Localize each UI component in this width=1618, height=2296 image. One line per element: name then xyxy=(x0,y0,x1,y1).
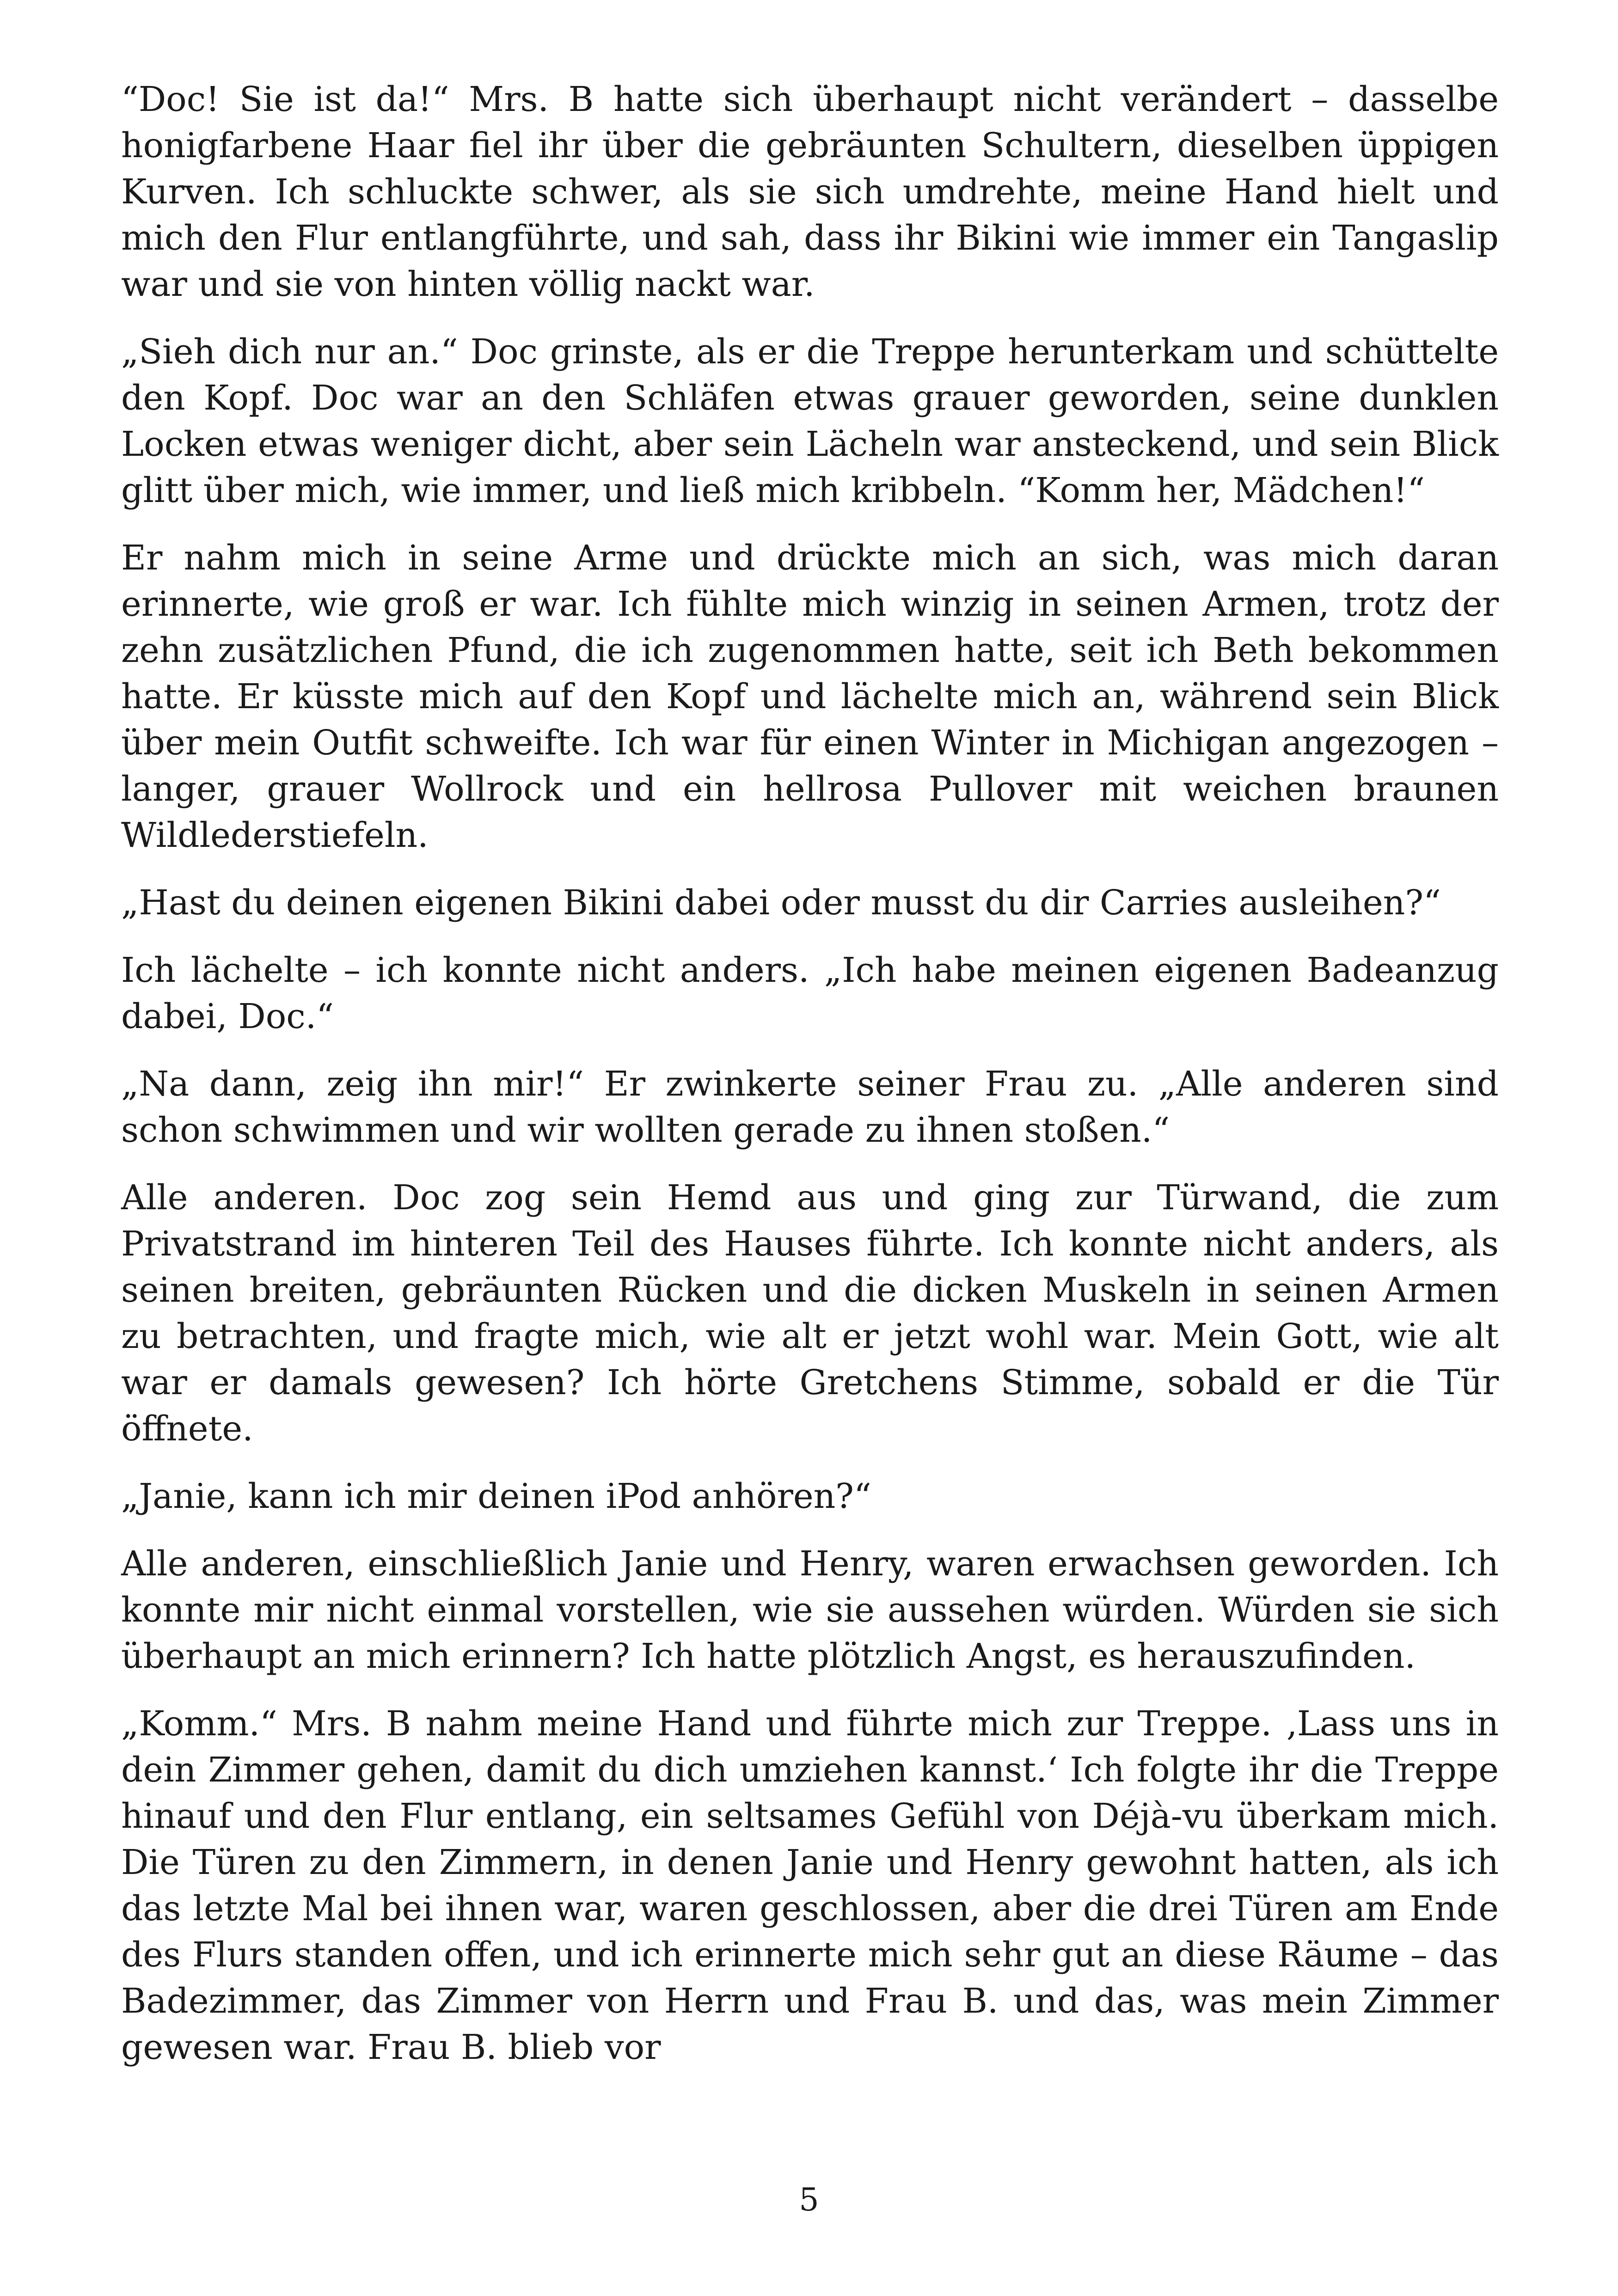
paragraph-3: Er nahm mich in seine Arme und drückte mich an sich, was mich daran erinnerte, wie groß er war. Ich fühlte mich winzig in seinen Armen, trotz der zehn zusätzlichen Pfund, die ich zugenommen hatte, seit ich Beth bekommen hatte. Er küsste mich auf den Kopf und lächelte mich an, während sein Blick über mein Outfit schweifte. Ich war für einen Winter in Michigan angezogen – langer, grauer Wollrock und ein hellrosa Pullover mit weichen braunen Wildlederstiefeln. xyxy=(121,538,1499,855)
paragraph-9: Alle anderen, einschließlich Janie und Henry, waren erwachsen geworden. Ich konnte mir nicht einmal vorstellen, wie sie aussehen würden. Würden sie sich überhaupt an mich erinnern? Ich hatte plötzlich Angst, es herauszufinden. xyxy=(121,1544,1499,1676)
paragraph-8: „Janie, kann ich mir deinen iPod anhören?“ xyxy=(121,1476,871,1516)
paragraph-7: Alle anderen. Doc zog sein Hemd aus und ging zur Türwand, die zum Privatstrand im hinteren Teil des Hauses führte. Ich konnte nicht anders, als seinen breiten, gebräunten Rücken und die dicken Muskeln in seinen Armen zu betrachten, und fragte mich, wie alt er jetzt wohl war. Mein Gott, wie alt war er damals gewesen? Ich hörte Gretchens Stimme, sobald er die Tür öffnete. xyxy=(121,1178,1499,1449)
page-number: 5 xyxy=(799,2182,819,2218)
paragraph-10: „Komm.“ Mrs. B nahm meine Hand und führte mich zur Treppe. ‚Lass uns in dein Zimmer gehen, damit du dich umziehen kannst.‘ Ich folgte ihr die Treppe hinauf und den Flur entlang, ein seltsames Gefühl von Déjà-vu überkam mich. Die Türen zu den Zimmern, in denen Janie und Henry gewohnt hatten, als ich das letzte Mal bei ihnen war, waren geschlossen, aber die drei Türen am Ende des Flurs standen offen, und ich erinnerte mich sehr gut an diese Räume – das Badezimmer, das Zimmer von Herrn und Frau B. und das, was mein Zimmer gewesen war. Frau B. blieb vor xyxy=(121,1704,1499,2067)
paragraph-1: “Doc! Sie ist da!“ Mrs. B hatte sich überhaupt nicht verändert – dasselbe honigfarbene Haar fiel ihr über die gebräunten Schultern, dieselben üppigen Kurven. Ich schluckte schwer, als sie sich umdrehte, meine Hand hielt und mich den Flur entlangführte, und sah, dass ihr Bikini wie immer ein Tangaslip war und sie von hinten völlig nackt war. xyxy=(121,80,1499,304)
paragraph-6: „Na dann, zeig ihn mir!“ Er zwinkerte seiner Frau zu. „Alle anderen sind schon schwimmen und wir wollten gerade zu ihnen stoßen.“ xyxy=(121,1064,1499,1150)
paragraph-4: „Hast du deinen eigenen Bikini dabei oder musst du dir Carries ausleihen?“ xyxy=(121,883,1441,923)
paragraph-5: Ich lächelte – ich konnte nicht anders. „Ich habe meinen eigenen Badeanzug dabei, Doc.“ xyxy=(121,950,1499,1036)
body-text xyxy=(121,76,1499,2092)
paragraph-2: „Sieh dich nur an.“ Doc grinste, als er die Treppe herunterkam und schüttelte den Kopf. Doc war an den Schläfen etwas grauer geworden, seine dunklen Locken etwas weniger dicht, aber sein Lächeln war ansteckend, und sein Blick glitt über mich, wie immer, und ließ mich kribbeln. “Komm her, Mädchen!“ xyxy=(121,332,1499,510)
